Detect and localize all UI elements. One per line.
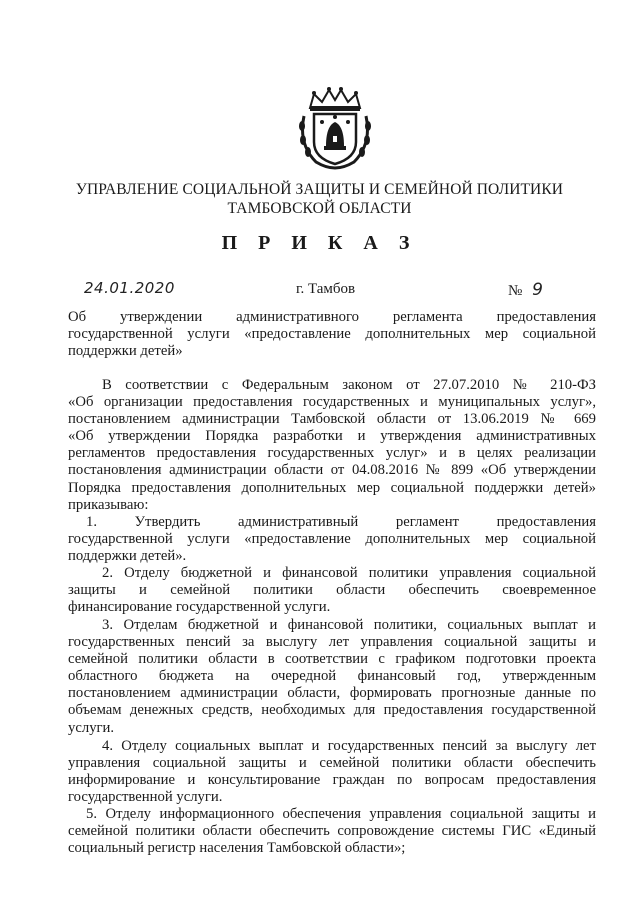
handwritten-number: 9 [532,280,544,300]
paragraph-line: государственных пенсий за выслугу лет управления социальной защиты и [68,634,596,651]
subject-line: поддержки детей» [68,343,183,360]
paragraph-line: В соответствии с Федеральным законом от 27.07.2010 № 210-ФЗ [102,377,596,393]
tambov-coat-of-arms-icon [296,86,374,170]
paragraph-line: «Об организации предоставления государственных и муниципальных услуг», [68,394,596,411]
paragraph-line: регламентов предоставления государственных услуг» и в целях реализации [68,445,596,462]
handwritten-date: 24.01.2020 [84,279,175,297]
paragraph-line: «Об утверждении Порядка разработки и утверждения административных [68,428,596,445]
paragraph-line: 1. Утвердить административный регламент предоставления [86,514,596,530]
number-sign: № [508,283,523,299]
paragraph-line: приказываю: [68,496,149,513]
paragraph-line: семейной политики области в соответствии с графиком подготовки проекта [68,651,596,668]
paragraph-line: Порядка предоставления дополнительных мер социальной поддержки детей» [68,479,596,496]
order-item-3 [68,617,596,737]
paragraph-line: постановлением администрации области, формировать прогнозные данные по [68,685,596,702]
paragraph-line: поддержки детей». [68,548,187,565]
order-item-1 [68,514,596,565]
paragraph-line: управления социальной защиты и семейной политики области обеспечить [68,755,596,772]
paragraph-line: областного бюджета на очередной финансовый год, утвержденным [68,668,596,685]
organization-name-line2: ТАМБОВСКОЙ ОБЛАСТИ [227,200,412,217]
paragraph-line: социальный регистр населения Тамбовской области»; [68,840,406,857]
subject-line: государственной услуги «предоставление дополнительных мер социальной [68,326,596,343]
paragraph-line: семейной политики области обеспечить сопровождение системы ГИС «Единый [68,823,596,840]
paragraph-line: объемам денежных средств, необходимых для предоставления государственной [68,702,596,719]
paragraph-line: 5. Отделу информационного обеспечения управления социальной защиты и [86,806,596,822]
paragraph-line: 3. Отделам бюджетной и финансовой политики, социальных выплат и [102,617,596,633]
paragraph-line: постановлением администрации Тамбовской области от 13.06.2019 № 669 [68,411,596,428]
paragraph-line: государственной услуги. [68,789,223,806]
paragraph-line: финансирование государственной услуги. [68,599,331,616]
organization-name-line1: УПРАВЛЕНИЕ СОЦИАЛЬНОЙ ЗАЩИТЫ И СЕМЕЙНОЙ ПОЛИТИКИ [75,181,564,198]
order-item-5 [68,806,596,857]
paragraph-line: защиты и семейной политики области обеспечить своевременное [68,582,596,599]
paragraph-line: информирование и консультирование граждан по вопросам предоставления [68,772,596,789]
order-item-2 [68,565,596,616]
city-label: г. Тамбов [296,281,356,297]
document-title: П Р И К А З [221,232,418,254]
order-item-4 [68,738,596,806]
paragraph-line: постановления администрации области от 04.08.2016 № 899 «Об утверждении [68,462,596,479]
subject-line: Об утверждении административного регламента предоставления [68,309,596,325]
paragraph-line: 2. Отделу бюджетной и финансовой политики управления социальной [102,565,596,581]
paragraph-line: государственной услуги «предоставление дополнительных мер социальной [68,531,596,548]
paragraph-line: услуги. [68,719,115,736]
order-subject [68,309,596,360]
paragraph-line: 4. Отделу социальных выплат и государственных пенсий за выслугу лет [102,738,596,754]
preamble-paragraph [68,377,596,514]
document-number-label [508,280,543,300]
